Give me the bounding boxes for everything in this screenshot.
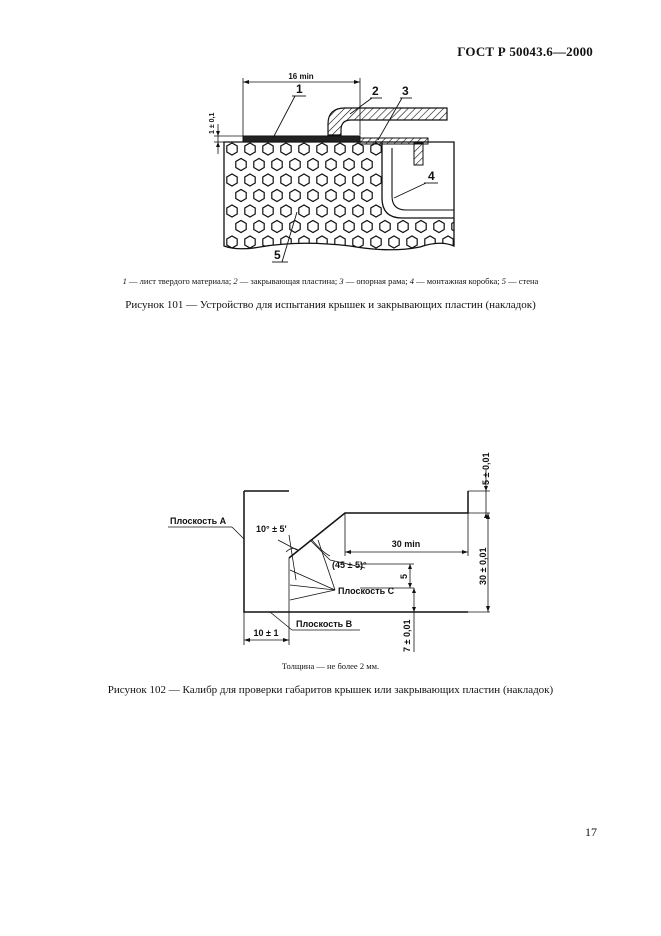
wall-hole xyxy=(326,252,336,264)
wall-hole xyxy=(488,221,498,233)
plane-a-marker xyxy=(168,516,244,539)
dim-16min-label: 16 min xyxy=(288,72,314,81)
plane-a-label: Плоскость А xyxy=(170,516,227,526)
wall-hole xyxy=(479,236,489,248)
plane-c-leaders xyxy=(290,540,395,600)
wall-hole xyxy=(470,221,480,233)
legend-num-5: 5 xyxy=(501,276,506,286)
legend-text-5: — стена xyxy=(505,276,539,286)
dim-thickness-label: 1 ± 0,1 xyxy=(209,112,216,134)
callout-4: 4 xyxy=(428,169,435,183)
dim-7-tol-label: 7 ± 0,01 xyxy=(402,619,412,652)
wall-hole xyxy=(308,252,318,264)
figure-101-drawing xyxy=(0,0,661,270)
document-header: ГОСТ Р 50043.6—2000 xyxy=(457,44,593,59)
wall-hole xyxy=(416,252,426,264)
wall-hole xyxy=(470,252,480,264)
angle-45 xyxy=(310,540,367,570)
callout-5: 5 xyxy=(274,248,281,262)
angle-10-label: 10° ± 5' xyxy=(256,524,287,534)
wall-hole xyxy=(488,252,498,264)
page-number: 17 xyxy=(585,825,597,839)
figure-102-caption: Рисунок 102 — Калибр для проверки габаритов крышек или закрывающих пластин (накладок) xyxy=(107,684,554,696)
figure-101-legend xyxy=(0,276,661,286)
dimension-10 xyxy=(244,612,289,645)
wall-hole xyxy=(461,236,471,248)
wall xyxy=(224,142,498,264)
plane-c-label: Плоскость С xyxy=(338,586,395,596)
angle-10 xyxy=(256,524,298,580)
dimension-7-tol xyxy=(402,588,416,652)
callout-1: 1 xyxy=(296,82,303,96)
cover-plate xyxy=(328,108,447,135)
wall-hole xyxy=(398,252,408,264)
wall-hole xyxy=(290,252,300,264)
legend-num-1: 1 xyxy=(122,276,127,286)
dim-10-label: 10 ± 1 xyxy=(253,628,279,638)
wall-hole xyxy=(380,252,390,264)
plane-b-marker xyxy=(270,612,360,630)
figure-102-note: Толщина — не более 2 мм. xyxy=(281,661,380,671)
dimension-5 xyxy=(360,564,414,588)
dimension-30min xyxy=(345,513,468,556)
angle-45-label: (45 ± 5)° xyxy=(332,560,367,570)
legend-text-3: — опорная рама; xyxy=(343,276,410,286)
legend-num-3: 3 xyxy=(339,276,344,286)
legend-num-2: 2 xyxy=(233,276,238,286)
dimension-30-tol xyxy=(478,513,490,612)
figure-102-drawing xyxy=(0,440,661,655)
wall-hole xyxy=(236,252,246,264)
wall-hole xyxy=(362,252,372,264)
legend-text-1: — лист твердого материала; xyxy=(126,276,234,286)
dim-30min-label: 30 min xyxy=(391,539,421,549)
dim-5-label: 5 xyxy=(399,573,409,579)
hard-material-sheet xyxy=(243,136,360,142)
callout-3: 3 xyxy=(402,84,409,98)
wall-hole xyxy=(452,252,462,264)
legend-text-4: — монтажная коробка; xyxy=(413,276,502,286)
dim-5-tol-label: 5 ± 0,01 xyxy=(481,452,491,485)
legend-text-2: — закрывающая пластина; xyxy=(237,276,340,286)
figure-101-caption: Рисунок 101 — Устройство для испытания крышек и закрывающих пластин (накладок) xyxy=(125,299,536,311)
plane-b-label: Плоскость В xyxy=(296,619,353,629)
legend-num-4: 4 xyxy=(409,276,414,286)
wall-hole xyxy=(434,252,444,264)
callout-2: 2 xyxy=(372,84,379,98)
dimension-5-tol xyxy=(481,453,491,518)
dim-30-tol-label: 30 ± 0,01 xyxy=(478,547,488,585)
wall-hole xyxy=(254,252,264,264)
wall-hole xyxy=(344,252,354,264)
